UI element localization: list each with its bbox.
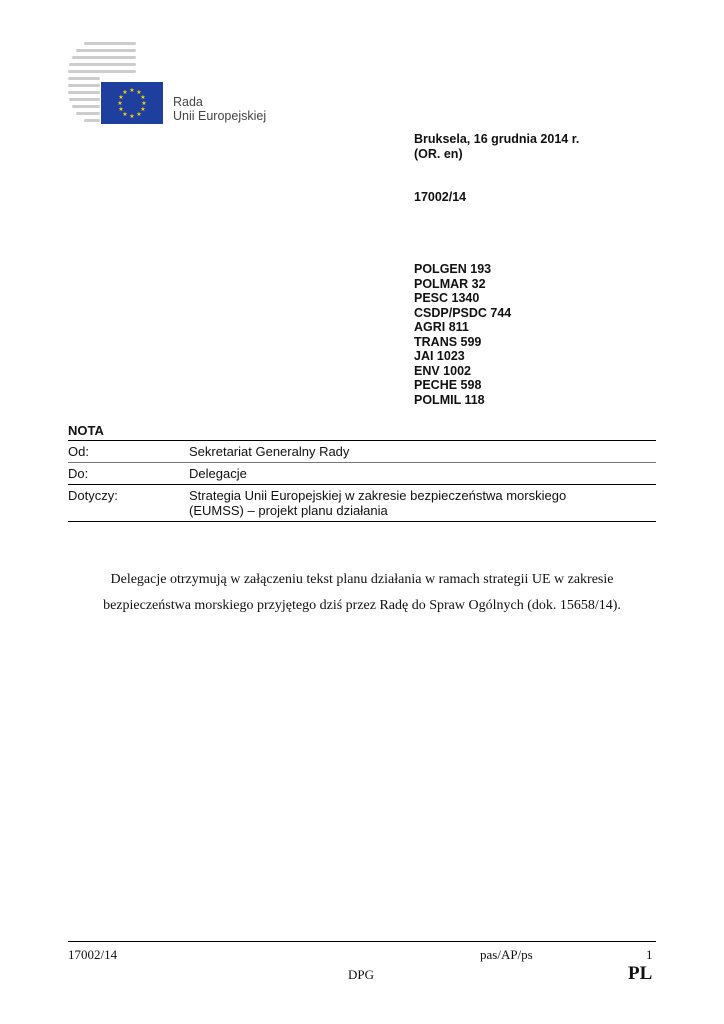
nota-title: NOTA bbox=[68, 423, 104, 438]
nota-table bbox=[68, 440, 656, 522]
place-date: Bruksela, 16 grudnia 2014 r. bbox=[414, 132, 580, 146]
from-label: Od: bbox=[68, 441, 189, 463]
code-item: TRANS 599 bbox=[414, 334, 482, 349]
footer-language: PL bbox=[628, 963, 653, 984]
svg-text:★: ★ bbox=[136, 111, 142, 118]
svg-text:★: ★ bbox=[136, 89, 142, 96]
to-label: Do: bbox=[68, 463, 189, 485]
code-item: POLMIL 118 bbox=[414, 392, 485, 407]
subject-line2: (EUMSS) – projekt planu działania bbox=[189, 503, 388, 518]
classification-codes bbox=[414, 262, 511, 407]
code-item: PESC 1340 bbox=[414, 291, 480, 305]
svg-text:★: ★ bbox=[118, 94, 124, 101]
svg-text:★: ★ bbox=[129, 87, 135, 94]
code-item: ENV 1002 bbox=[414, 363, 471, 378]
svg-text:★: ★ bbox=[141, 100, 147, 107]
footer-doc-number: 17002/14 bbox=[68, 947, 118, 962]
code-item: JAI 1023 bbox=[414, 349, 465, 363]
table-row bbox=[68, 441, 656, 463]
subject-line1: Strategia Unii Europejskiej w zakresie bezpieczeństwa morskiego bbox=[189, 488, 567, 503]
svg-text:★: ★ bbox=[140, 94, 146, 101]
org-name-line2: Unii Europejskiej bbox=[173, 109, 267, 123]
footer-department: DPG bbox=[348, 967, 375, 982]
code-item: POLMAR 32 bbox=[414, 276, 486, 291]
body-line1: Delegacje otrzymują w załączeniu tekst planu działania w ramach strategii UE w zakresie bbox=[110, 572, 614, 587]
subject-label: Dotyczy: bbox=[68, 485, 189, 522]
svg-text:★: ★ bbox=[122, 111, 128, 118]
table-row bbox=[68, 463, 656, 485]
svg-text:★: ★ bbox=[140, 106, 146, 113]
from-value: Sekretariat Generalny Rady bbox=[189, 441, 656, 463]
org-name-line1: Rada bbox=[173, 95, 203, 109]
table-row bbox=[68, 485, 656, 522]
footer-initials: pas/AP/ps bbox=[480, 947, 533, 962]
organisation-name bbox=[173, 95, 266, 123]
footer-divider bbox=[68, 941, 656, 942]
svg-text:★: ★ bbox=[122, 89, 128, 96]
body-paragraph bbox=[68, 567, 656, 619]
code-item: CSDP/PSDC 744 bbox=[414, 305, 512, 320]
svg-text:★: ★ bbox=[129, 113, 135, 120]
subject-value bbox=[189, 485, 656, 522]
footer-page-number: 1 bbox=[646, 947, 653, 962]
to-value: Delegacje bbox=[189, 463, 656, 485]
doc-number: 17002/14 bbox=[414, 190, 467, 204]
body-line2: bezpieczeństwa morskiego przyjętego dziś przez Radę do Spraw Ogólnych (dok. 15658/14). bbox=[103, 598, 621, 613]
code-item: AGRI 811 bbox=[414, 320, 469, 334]
date-block bbox=[414, 132, 579, 161]
code-item: PECHE 598 bbox=[414, 378, 482, 392]
svg-text:★: ★ bbox=[118, 106, 124, 113]
original-language: (OR. en) bbox=[414, 146, 463, 161]
code-item: POLGEN 193 bbox=[414, 262, 492, 276]
svg-text:★: ★ bbox=[117, 100, 123, 107]
